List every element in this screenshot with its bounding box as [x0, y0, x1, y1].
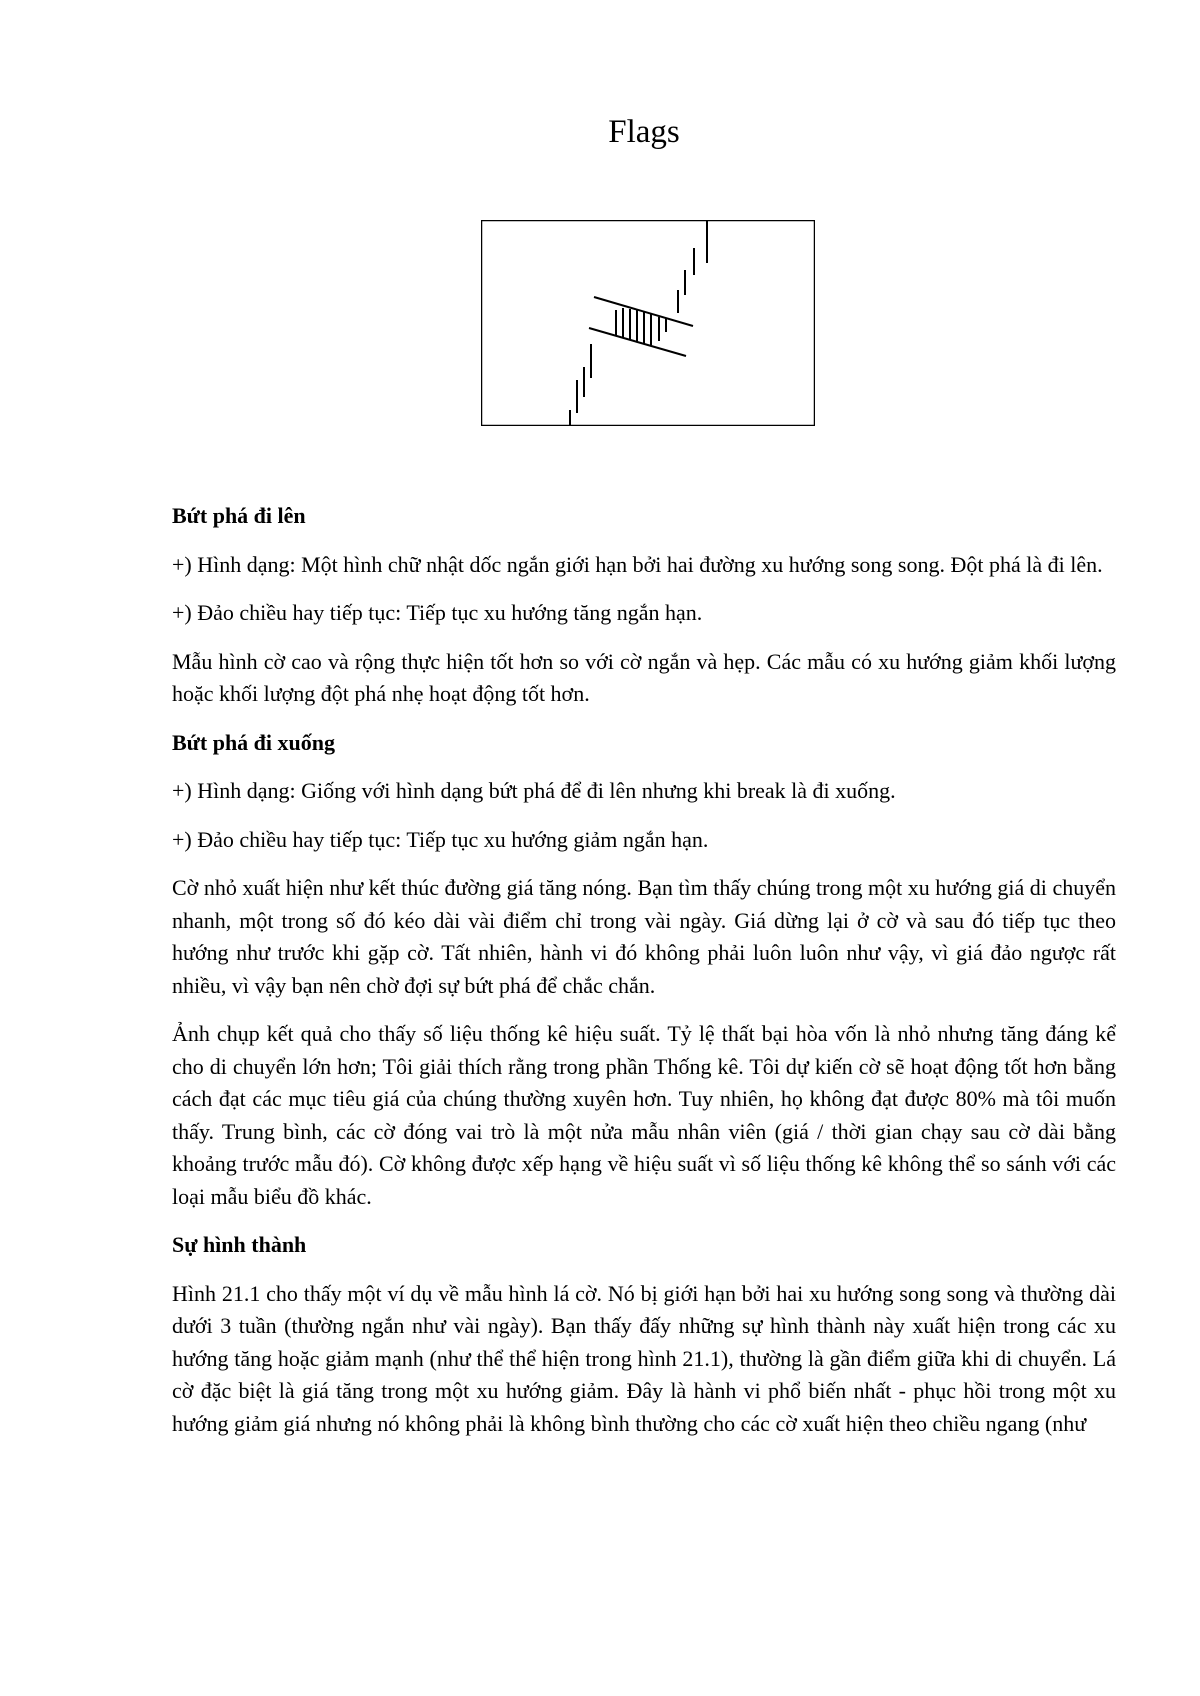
section-heading: Sự hình thành: [172, 1232, 307, 1257]
flag-pattern-diagram: [481, 220, 815, 426]
paragraph: Hình 21.1 cho thấy một ví dụ về mẫu hình lá cờ. Nó bị giới hạn bởi hai xu hướng song song và thường dài dưới 3 tuần (thường ngắn như vài ngày). Bạn thấy đấy những sự hình thành này xuất hiện trong các xu hướng tăng hoặc giảm mạnh (như thể thể hiện trong hình 21.1), thường là gần điểm giữa khi di chuyển. Lá cờ đặc biệt là giá tăng trong một xu hướng giảm. Đây là hành vi phổ biến nhất - phục hồi trong một xu hướng giảm giá nhưng nó không phải là không bình thường cho các cờ xuất hiện theo chiều ngang (như: [172, 1280, 1116, 1436]
paragraph: Cờ nhỏ xuất hiện như kết thúc đường giá tăng nóng. Bạn tìm thấy chúng trong một xu hướng giá di chuyển nhanh, một trong số đó kéo dài vài điểm chỉ trong vài ngày. Giá dừng lại ở cờ và sau đó tiếp tục theo hướng như trước khi gặp cờ. Tất nhiên, hành vi đó không phải luôn luôn như vậy, vì giá đảo ngược rất nhiều, vì vậy bạn nên chờ đợi sự bứt phá để chắc chắn.: [172, 875, 1116, 998]
paragraph: +) Hình dạng: Một hình chữ nhật dốc ngắn giới hạn bởi hai đường xu hướng song song. Đột phá là đi lên.: [172, 551, 1103, 577]
section-downward-breakout: [172, 727, 1116, 1214]
page-title: Flags: [608, 114, 680, 150]
section-upward-breakout: [172, 500, 1116, 711]
paragraph: +) Đảo chiều hay tiếp tục: Tiếp tục xu hướng giảm ngắn hạn.: [172, 826, 709, 852]
section-heading: Bứt phá đi lên: [172, 503, 306, 528]
paragraph: +) Đảo chiều hay tiếp tục: Tiếp tục xu hướng tăng ngắn hạn.: [172, 600, 703, 625]
paragraph: +) Hình dạng: Giống với hình dạng bứt phá để đi lên nhưng khi break là đi xuống.: [172, 778, 896, 803]
section-formation: [172, 1229, 1116, 1440]
flag-pattern-figure: [481, 220, 815, 426]
figure-frame: [482, 221, 815, 426]
document-body: [172, 500, 1116, 1456]
paragraph: Ảnh chụp kết quả cho thấy số liệu thống kê hiệu suất. Tỷ lệ thất bại hòa vốn là nhỏ nhưng tăng đáng kể cho di chuyển lớn hơn; Tôi giải thích rằng trong phần Thống kê. Tôi dự kiến cờ sẽ hoạt động tốt hơn bằng cách đạt các mục tiêu giá của chúng thường xuyên hơn. Tuy nhiên, họ không đạt được 80% mà tôi muốn thấy. Trung bình, các cờ đóng vai trò là một nửa mẫu nhân viên (giá / thời gian chạy sau cờ dài bằng khoảng trước mẫu đó). Cờ không được xếp hạng về hiệu suất vì số liệu thống kê không thể so sánh với các loại mẫu biểu đồ khác.: [172, 1021, 1116, 1209]
section-heading: Bứt phá đi xuống: [172, 729, 335, 755]
paragraph: Mẫu hình cờ cao và rộng thực hiện tốt hơn so với cờ ngắn và hẹp. Các mẫu có xu hướng giảm khối lượng hoặc khối lượng đột phá nhẹ hoạt động tốt hơn.: [172, 648, 1116, 706]
